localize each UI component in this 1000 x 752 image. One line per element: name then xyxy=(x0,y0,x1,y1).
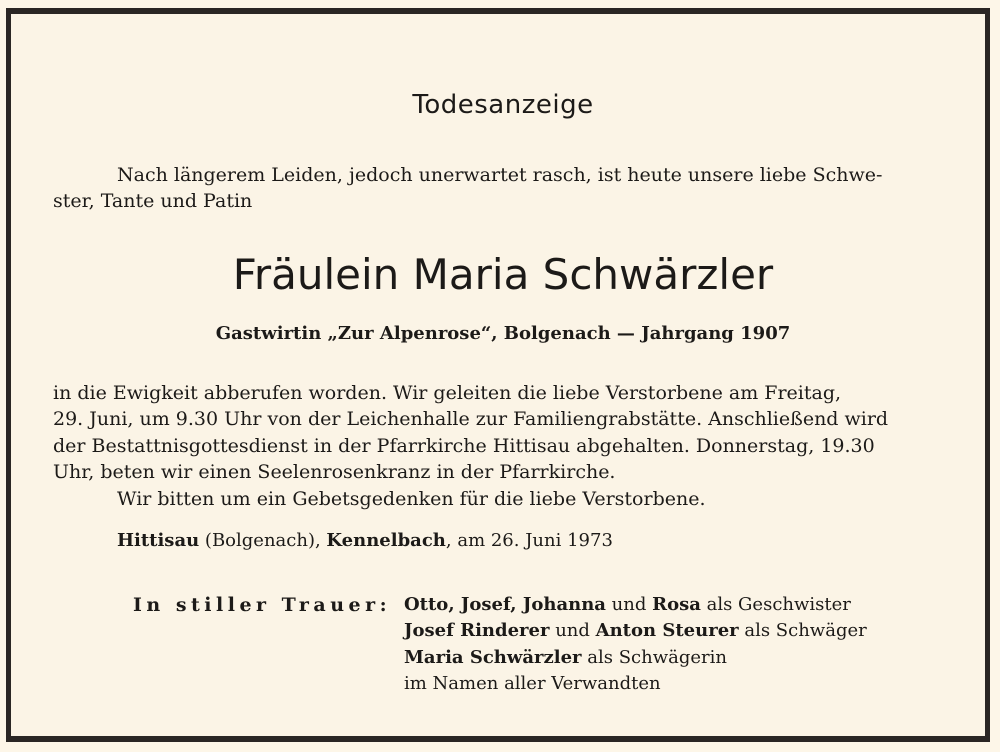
deceased-name: Fräulein Maria Schwärzler xyxy=(232,250,774,299)
mourner-relation: als Schwäger xyxy=(738,620,867,641)
intro-line-2: ster, Tante und Patin xyxy=(53,190,253,212)
mourner-names-2: Rosa xyxy=(652,594,701,615)
mourner-row-4 xyxy=(404,673,661,694)
notice-frame xyxy=(6,8,990,742)
place-region: (Bolgenach), xyxy=(199,530,327,551)
body-line-1: in die Ewigkeit abberufen worden. Wir geleiten die liebe Verstorbene am Freitag, xyxy=(53,382,842,404)
mourner-names-2: Anton Steurer xyxy=(595,620,739,641)
mourning-label: In stiller Trauer: xyxy=(133,594,392,616)
place-town: Kennelbach xyxy=(326,530,446,551)
body-line-2: 29. Juni, um 9.30 Uhr von der Leichenhalle zur Familiengrabstätte. Anschließend wird xyxy=(53,408,889,430)
body-line-5: Wir bitten um ein Gebetsgedenken für die liebe Verstorbene. xyxy=(117,488,706,510)
body-line-3: der Bestattnisgottesdienst in der Pfarrkirche Hittisau abgehalten. Donnerstag, 19.30 xyxy=(53,435,875,457)
mourner-relation: als Schwägerin xyxy=(581,647,727,668)
mourner-row-1 xyxy=(404,594,851,615)
place-date-line xyxy=(117,530,613,551)
mourner-row-3 xyxy=(404,647,727,668)
mourner-relation: als Geschwister xyxy=(700,594,851,615)
deceased-subtitle: Gastwirtin „Zur Alpenrose“, Bolgenach — Jahrgang 1907 xyxy=(215,323,791,344)
place-date: , am 26. Juni 1973 xyxy=(445,530,613,551)
mourner-conj: und xyxy=(549,620,596,641)
mourner-relation: im Namen aller Verwandten xyxy=(404,673,661,694)
mourner-row-2 xyxy=(404,620,867,641)
notice-paper xyxy=(11,14,985,736)
mourner-names: Josef Rinderer xyxy=(404,620,550,641)
body-line-4: Uhr, beten wir einen Seelenrosenkranz in der Pfarrkirche. xyxy=(53,461,616,483)
intro-line-1: Nach längerem Leiden, jedoch unerwartet rasch, ist heute unsere liebe Schwe- xyxy=(117,164,883,186)
place-name: Hittisau xyxy=(117,530,200,551)
mourner-names: Maria Schwärzler xyxy=(404,647,582,668)
mourner-names: Otto, Josef, Johanna xyxy=(404,594,606,615)
mourner-conj: und xyxy=(605,594,653,615)
notice-heading: Todesanzeige xyxy=(412,90,594,120)
